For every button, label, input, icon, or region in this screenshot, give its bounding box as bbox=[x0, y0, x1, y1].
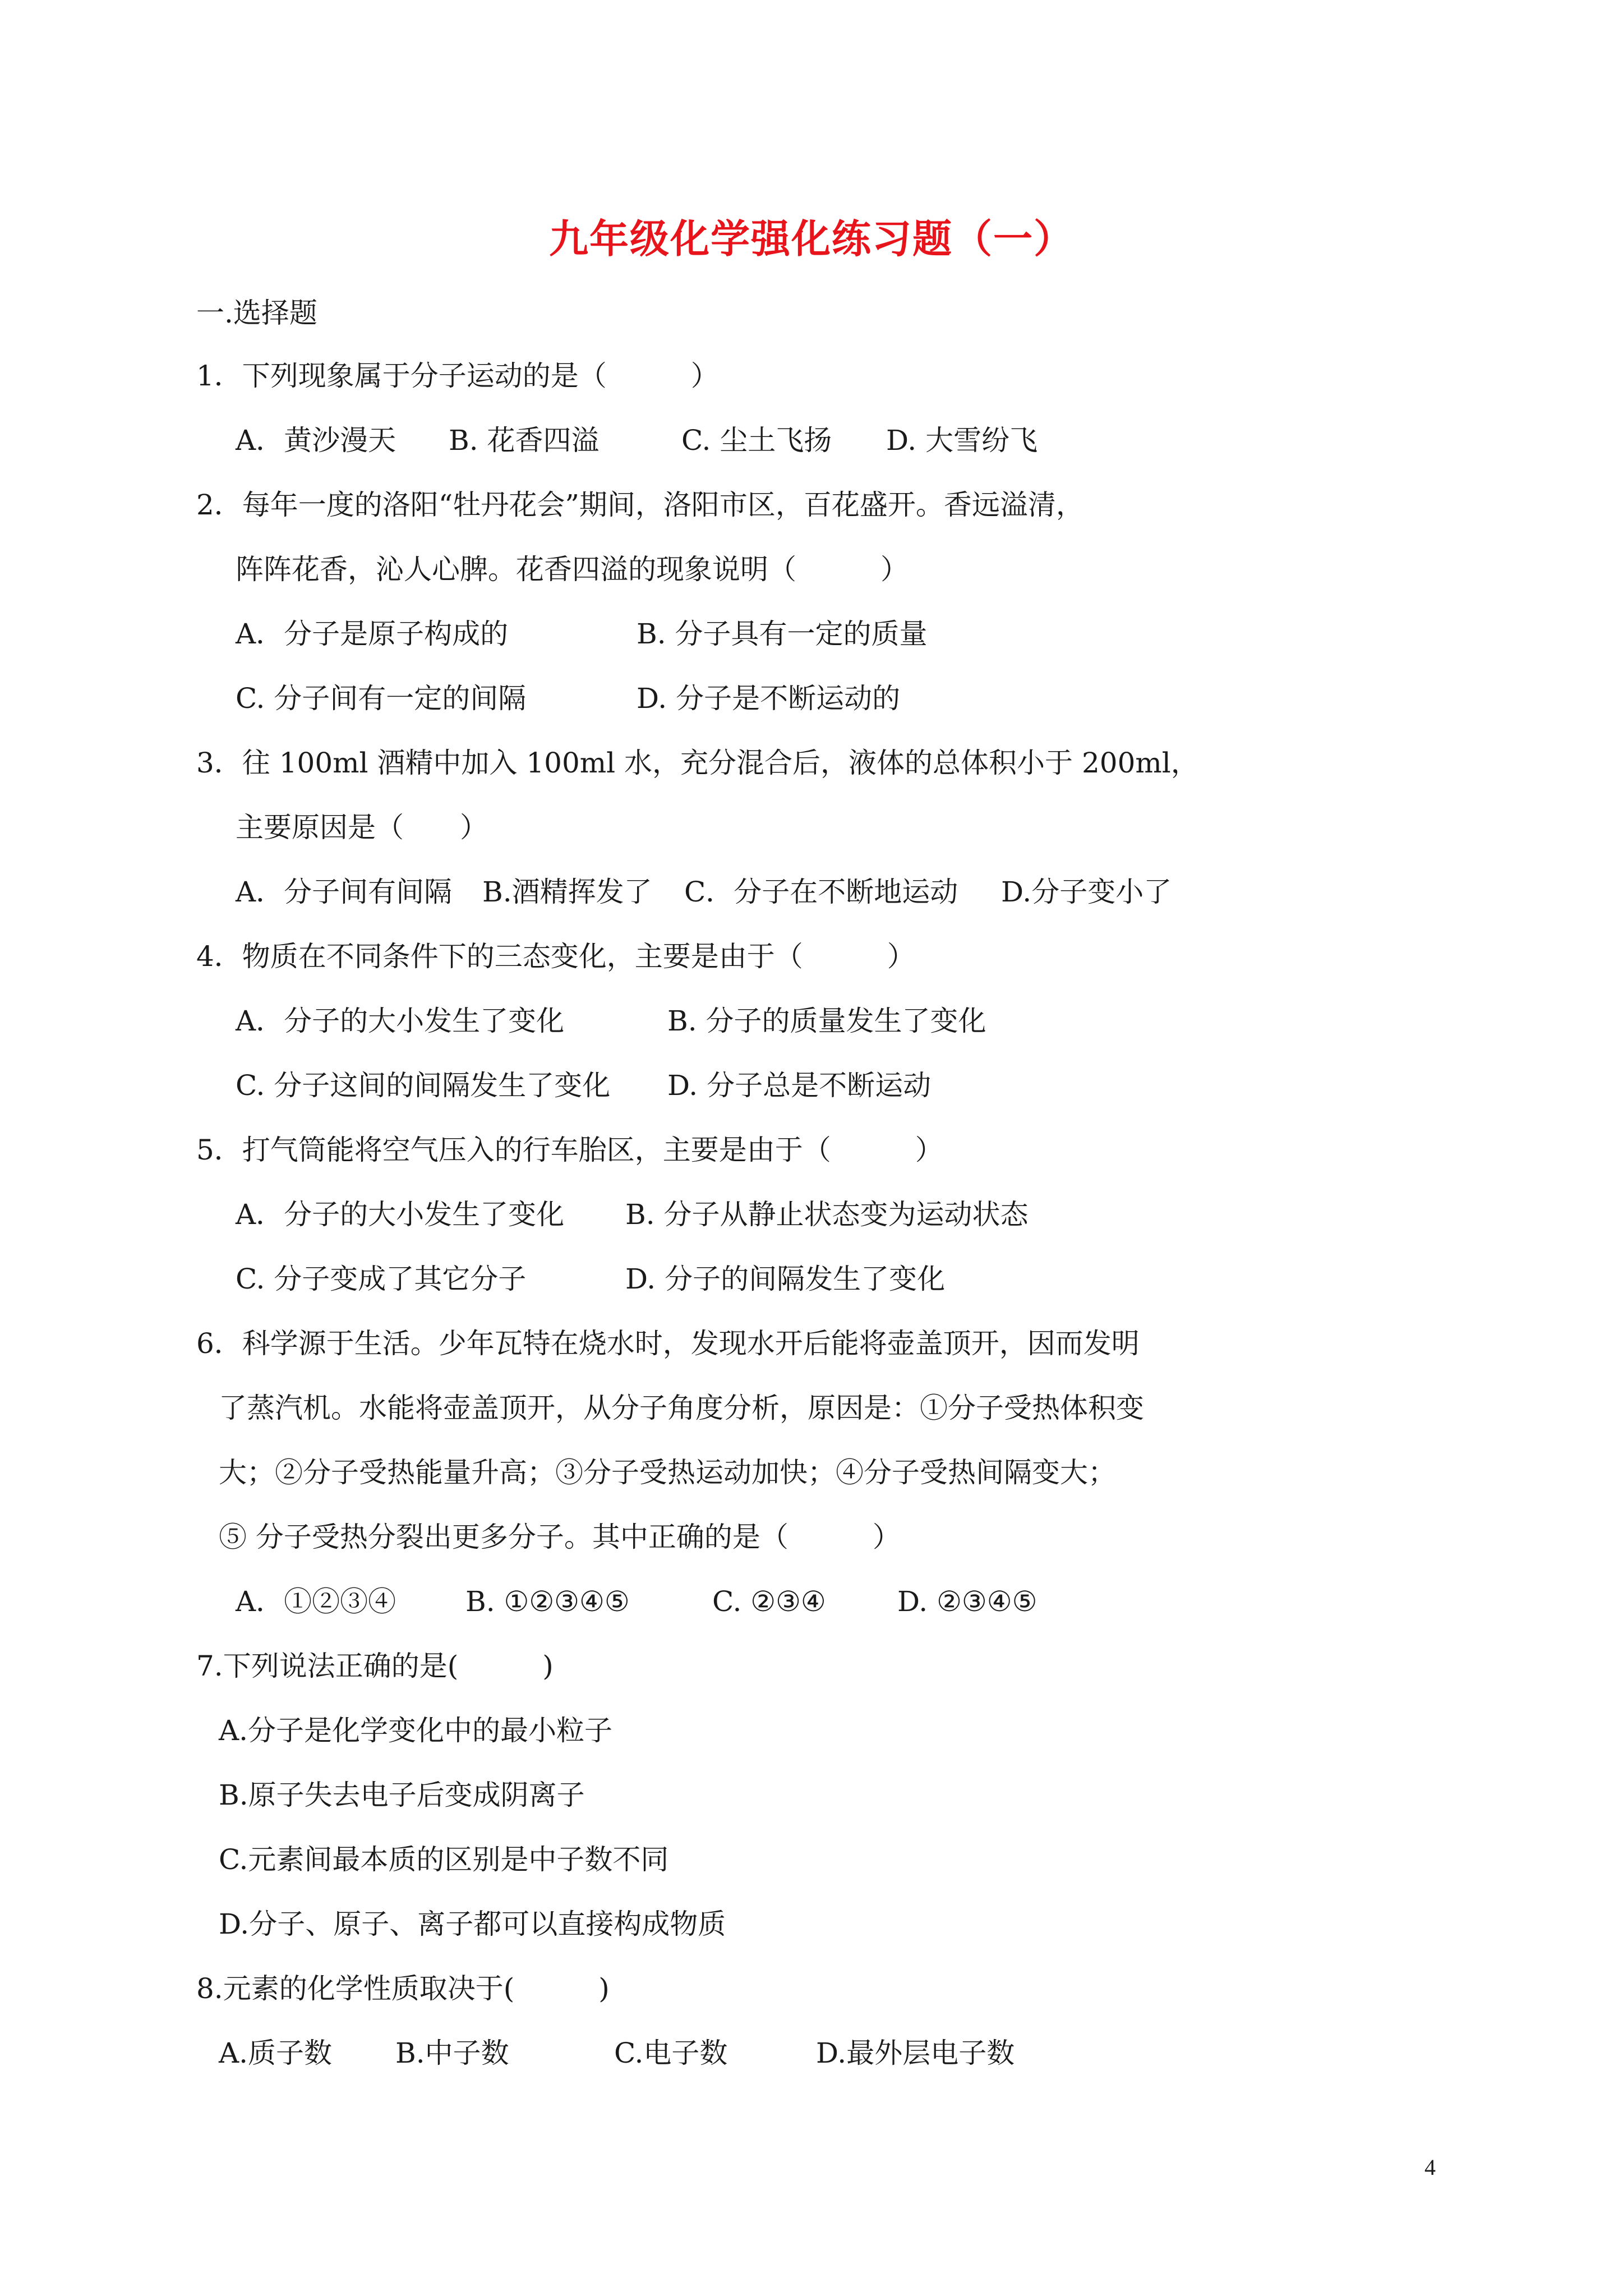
question-1-option-b: B. 花香四溢 bbox=[449, 424, 600, 457]
question-3-option-d: D.分子变小了 bbox=[1001, 876, 1172, 908]
question-2-stem-line-1: 2．每年一度的洛阳“牡丹花会”期间，洛阳市区，百花盛开。香远溢清， bbox=[196, 489, 1084, 521]
question-5-option-a: A．分子的大小发生了变化 bbox=[236, 1198, 565, 1231]
question-5-stem: 5．打气筒能将空气压入的行车胎区，主要是由于（ ） bbox=[196, 1134, 943, 1166]
question-6-stem-line-4: ⑤ 分子受热分裂出更多分子。其中正确的是（ ） bbox=[219, 1521, 901, 1553]
question-6-option-a: A．①②③④ bbox=[236, 1585, 396, 1618]
question-4-option-c: C. 分子这间的间隔发生了变化 bbox=[236, 1069, 611, 1102]
question-7-stem: 7.下列说法正确的是( ) bbox=[196, 1650, 554, 1682]
question-3-stem-line-1: 3．往 100ml 酒精中加入 100ml 水，充分混合后，液体的总体积小于 200ml， bbox=[196, 747, 1199, 779]
question-8-option-a: A.质子数 bbox=[219, 2037, 333, 2069]
question-5-option-c: C. 分子变成了其它分子 bbox=[236, 1263, 527, 1295]
question-3-option-a: A．分子间有间隔 bbox=[236, 876, 453, 908]
question-1-stem: 1．下列现象属于分子运动的是（ ） bbox=[196, 360, 719, 392]
question-7-option-c: C.元素间最本质的区别是中子数不同 bbox=[219, 1843, 669, 1876]
question-4-option-a: A．分子的大小发生了变化 bbox=[236, 1005, 565, 1037]
question-2-option-b: B. 分子具有一定的质量 bbox=[637, 618, 928, 650]
question-3-option-b: B.酒精挥发了 bbox=[482, 876, 652, 908]
question-5-option-b: B. 分子从静止状态变为运动状态 bbox=[625, 1198, 1029, 1231]
question-4-stem: 4．物质在不同条件下的三态变化，主要是由于（ ） bbox=[196, 940, 915, 973]
question-4-option-b: B. 分子的质量发生了变化 bbox=[667, 1005, 986, 1037]
question-2-option-d: D. 分子是不断运动的 bbox=[637, 682, 901, 715]
question-8-stem: 8.元素的化学性质取决于( ) bbox=[196, 1972, 610, 2005]
question-5-option-d: D. 分子的间隔发生了变化 bbox=[625, 1263, 946, 1295]
question-2-stem-line-2: 阵阵花香，沁人心脾。花香四溢的现象说明（ ） bbox=[236, 553, 909, 586]
question-6-option-d: D. ②③④⑤ bbox=[897, 1585, 1038, 1618]
question-6-option-c: C. ②③④ bbox=[712, 1585, 826, 1618]
question-4-option-d: D. 分子总是不断运动 bbox=[667, 1069, 932, 1102]
question-2-option-c: C. 分子间有一定的间隔 bbox=[236, 682, 527, 715]
question-1-option-d: D. 大雪纷飞 bbox=[886, 424, 1038, 457]
question-6-stem-line-2: 了蒸汽机。水能将壶盖顶开，从分子角度分析，原因是：①分子受热体积变 bbox=[219, 1392, 1144, 1424]
question-2-option-a: A．分子是原子构成的 bbox=[236, 618, 509, 650]
question-8-option-b: B.中子数 bbox=[395, 2037, 509, 2069]
question-7-option-d: D.分子、原子、离子都可以直接构成物质 bbox=[219, 1908, 726, 1940]
question-1-option-c: C. 尘土飞扬 bbox=[681, 424, 832, 457]
question-6-option-b: B. ①②③④⑤ bbox=[465, 1585, 630, 1618]
question-8-option-c: C.电子数 bbox=[614, 2037, 728, 2069]
question-7-option-b: B.原子失去电子后变成阴离子 bbox=[219, 1779, 585, 1811]
question-7-option-a: A.分子是化学变化中的最小粒子 bbox=[219, 1714, 613, 1747]
question-6-stem-line-1: 6．科学源于生活。少年瓦特在烧水时，发现水开后能将壶盖顶开，因而发明 bbox=[196, 1327, 1140, 1360]
question-6-stem-line-3: 大；②分子受热能量升高；③分子受热运动加快；④分子受热间隔变大； bbox=[219, 1456, 1116, 1489]
question-1-option-a: A．黄沙漫天 bbox=[236, 424, 396, 457]
section-heading: 一.选择题 bbox=[196, 297, 317, 329]
page-number: 4 bbox=[1424, 2155, 1436, 2180]
question-8-option-d: D.最外层电子数 bbox=[816, 2037, 1015, 2069]
question-3-option-c: C．分子在不断地运动 bbox=[684, 876, 958, 908]
document-title: 九年级化学强化练习题（一） bbox=[549, 215, 1074, 262]
question-3-stem-line-2: 主要原因是（ ） bbox=[236, 811, 488, 844]
